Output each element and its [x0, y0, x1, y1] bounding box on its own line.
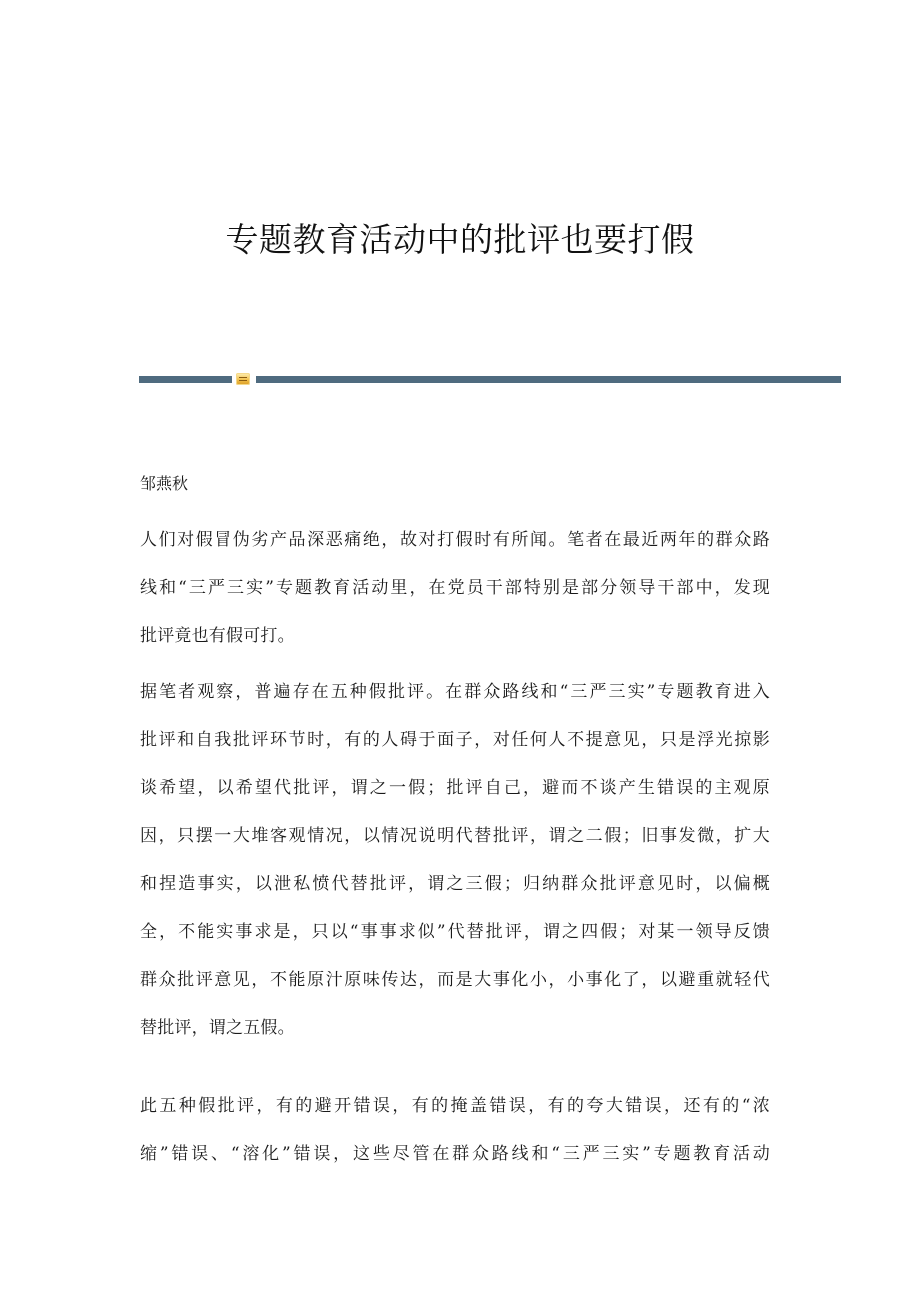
paragraph-line: 替批评，谓之五假。: [140, 1018, 295, 1038]
paragraph-line: 线和“三严三实”专题教育活动里，在党员干部特别是部分领导干部中，发现: [140, 578, 770, 598]
divider-left-bar: [139, 376, 232, 383]
document-ornament-icon: [236, 373, 250, 385]
divider-right-bar: [256, 376, 841, 383]
paragraph-line: 此五种假批评，有的避开错误，有的掩盖错误，有的夸大错误，还有的“浓: [140, 1096, 770, 1116]
paragraph-line: 因，只摆一大堆客观情况，以情况说明代替批评，谓之二假；旧事发微，扩大: [140, 826, 770, 846]
paragraph-line: 谈希望，以希望代批评，谓之一假；批评自己，避而不谈产生错误的主观原: [140, 778, 770, 798]
paragraph-3: [140, 1082, 770, 1178]
paragraph-line: 据笔者观察，普遍存在五种假批评。在群众路线和“三严三实”专题教育进入: [140, 682, 770, 702]
document-title: 专题教育活动中的批评也要打假: [225, 220, 695, 259]
title-divider: [139, 372, 841, 386]
paragraph-line: 群众批评意见，不能原汁原味传达，而是大事化小，小事化了，以避重就轻代: [140, 970, 770, 990]
paragraph-line: 批评和自我批评环节时，有的人碍于面子，对任何人不提意见，只是浮光掠影: [140, 730, 770, 750]
paragraph-line: 缩”错误、“溶化”错误，这些尽管在群众路线和“三严三实”专题教育活动: [140, 1144, 770, 1164]
paragraph-line: 批评竟也有假可打。: [140, 626, 295, 646]
paragraph-2: [140, 668, 770, 1052]
author-name: 邹燕秋: [140, 474, 189, 493]
paragraph-line: 和捏造事实，以泄私愤代替批评，谓之三假；归纳群众批评意见时，以偏概: [140, 874, 770, 894]
paragraph-1: [140, 516, 770, 660]
paragraph-line: 全，不能实事求是，只以“事事求似”代替批评，谓之四假；对某一领导反馈: [140, 922, 770, 942]
paragraph-line: 人们对假冒伪劣产品深恶痛绝，故对打假时有所闻。笔者在最近两年的群众路: [140, 530, 770, 550]
